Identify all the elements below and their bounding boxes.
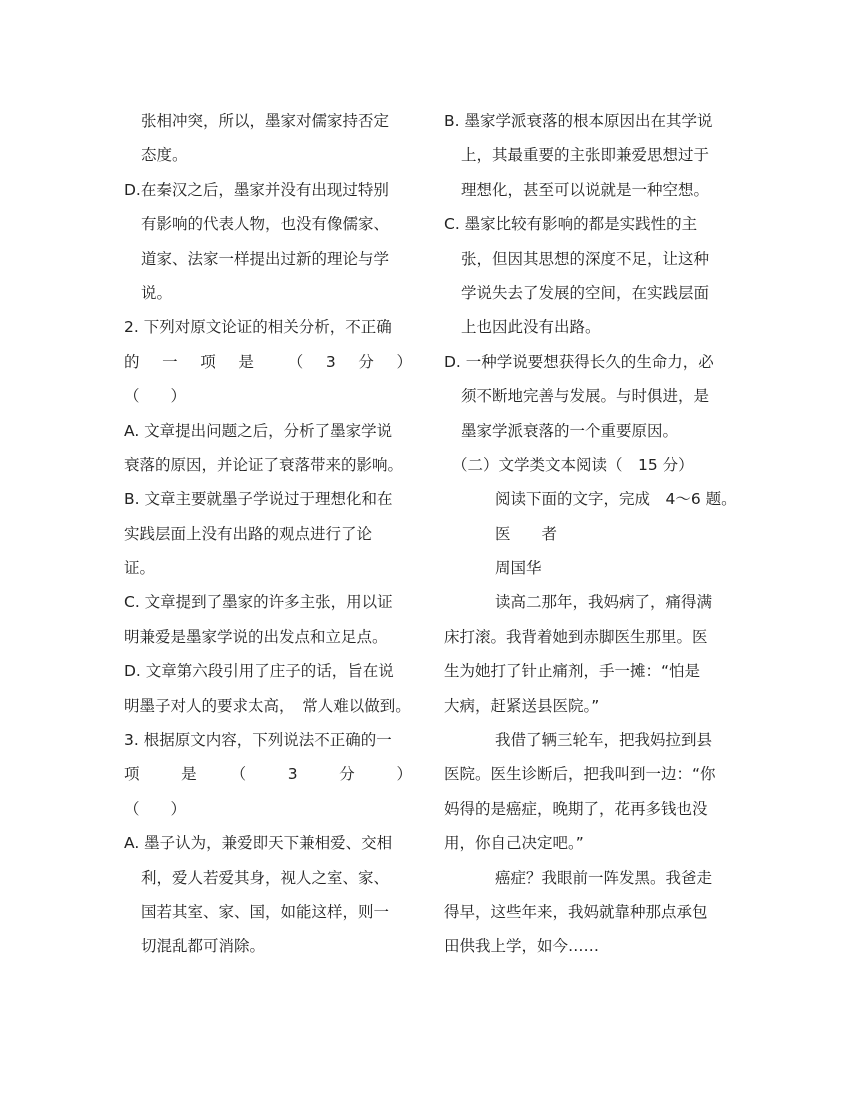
option-c-line: C. 文章提到了墨家的许多主张，用以证 (124, 593, 393, 612)
left-column (124, 104, 412, 964)
text-line: 理想化，甚至可以说就是一种空想。 (461, 180, 710, 199)
story-paragraph-line: 我借了辆三轮车，把我妈拉到县 (495, 731, 713, 750)
story-paragraph-line: 用，你自己决定吧。” (444, 834, 584, 853)
text-line: 有影响的代表人物，也没有像儒家、 (141, 215, 390, 234)
text-line: 道家、法家一样提出过新的理论与学 (141, 249, 390, 268)
text-line: 实践层面上没有出路的观点进行了论 (124, 524, 373, 543)
text-line: 切混乱都可消除。 (141, 937, 266, 956)
answer-blank: （ ） (124, 799, 187, 818)
option-d-line: D. 文章第六段引用了庄子的话，旨在说 (124, 662, 394, 681)
story-paragraph-line: 医院。医生诊断后，把我叫到一边：“你 (444, 765, 716, 784)
story-paragraph-line: 大病，赶紧送县医院。” (444, 696, 600, 715)
text-line: 国若其室、家、国，如能这样，则一 (141, 902, 390, 921)
question-2-line: 的 一 项 是 （ 3 分 ） (124, 352, 412, 371)
section-heading: （二）文学类文本阅读（ 15 分） (452, 455, 694, 474)
option-c-line: C. 墨家比较有影响的都是实践性的主 (444, 215, 698, 234)
answer-blank: （ ） (124, 387, 187, 406)
story-paragraph-line: 癌症？我眼前一阵发黑。我爸走 (495, 868, 713, 887)
option-a-line: A. 文章提出问题之后，分析了墨家学说 (124, 421, 393, 440)
text-line: 张相冲突，所以，墨家对儒家持否定 (141, 112, 390, 130)
reading-instruction: 阅读下面的文字，完成 4～6 题。 (495, 490, 737, 509)
story-paragraph-line: 得早，这些年来，我妈就靠种那点承包 (444, 902, 708, 921)
text-line: 明墨子对人的要求太高， 常人难以做到。 (124, 696, 411, 715)
text-line: 上，其最重要的主张即兼爱思想过于 (461, 146, 710, 165)
question-2-line: 2. 下列对原文论证的相关分析，不正确 (124, 318, 392, 337)
option-a-line: A. 墨子认为，兼爱即天下兼相爱、交相 (124, 834, 393, 853)
option-d-line: D. 一种学说要想获得长久的生命力，必 (444, 352, 714, 371)
story-paragraph-line: 田供我上学，如今…… (444, 937, 600, 956)
text-line: 证。 (124, 559, 156, 578)
text-line: 明兼爱是墨家学说的出发点和立足点。 (124, 627, 388, 646)
text-line: 态度。 (141, 146, 188, 165)
option-b-line: B. 墨家学派衰落的根本原因出在其学说 (444, 112, 713, 130)
story-author: 周国华 (495, 559, 542, 578)
question-3-line: 3. 根据原文内容，下列说法不正确的一 (124, 731, 392, 750)
text-line: 张，但因其思想的深度不足，让这种 (461, 249, 710, 268)
option-b-line: B. 文章主要就墨子学说过于理想化和在 (124, 490, 393, 509)
question-3-line: 项 是 （ 3 分 ） (124, 765, 412, 784)
story-paragraph-line: 床打滚。我背着她到赤脚医生那里。医 (444, 627, 708, 646)
text-line: 墨家学派衰落的一个重要原因。 (461, 421, 679, 440)
text-line: 衰落的原因，并论证了衰落带来的影响。 (124, 455, 404, 474)
text-line: 上也因此没有出路。 (461, 318, 601, 337)
option-d-line: D.在秦汉之后，墨家并没有出现过特别 (124, 180, 389, 199)
story-title: 医 者 (495, 524, 558, 543)
text-line: 说。 (141, 283, 173, 302)
story-paragraph-line: 读高二那年，我妈病了，痛得满 (495, 593, 713, 612)
story-paragraph-line: 生为她打了针止痛剂，手一摊：“怕是 (444, 662, 701, 681)
text-line: 学说失去了发展的空间，在实践层面 (461, 283, 710, 302)
text-line: 利，爱人若爱其身，视人之室、家、 (141, 868, 390, 887)
right-column (444, 104, 744, 964)
story-paragraph-line: 妈得的是癌症，晚期了，花再多钱也没 (444, 799, 708, 818)
text-line: 须不断地完善与发展。与时俱进，是 (461, 387, 710, 406)
